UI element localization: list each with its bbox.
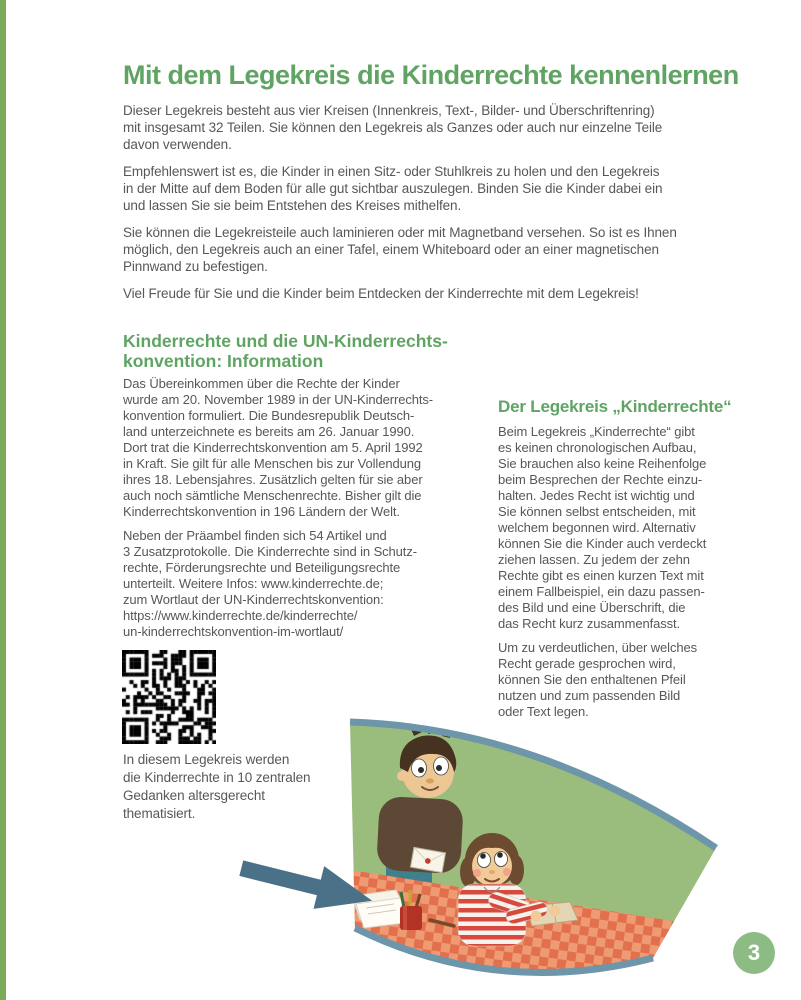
text-line: in Kraft. Sie gilt für alle Menschen bis zur Vollendung xyxy=(123,456,422,471)
text-line: davon verwenden. xyxy=(123,137,232,152)
text-line: Empfehlenswert ist es, die Kinder in einen Sitz- oder Stuhlkreis zu holen und den Legekreis xyxy=(123,164,660,179)
text-line: thematisiert. xyxy=(123,806,196,821)
wedge-illustration-svg xyxy=(338,710,730,982)
text-line: Sie können die Legekreisteile auch laminieren oder mit Magnetband versehen. So ist es Ihnen xyxy=(123,225,677,240)
text-line: und lassen Sie sie beim Entstehen des Kreises mithelfen. xyxy=(123,198,462,213)
text-line: zum Wortlaut der UN-Kinderrechtskonvention: xyxy=(123,592,384,607)
text-line: können Sie die Kinder auch verdeckt xyxy=(498,536,707,551)
section-heading-info xyxy=(123,331,448,371)
text-line: Sie brauchen also keine Reihenfolge xyxy=(498,456,707,471)
text-line: ziehen lassen. Zu jedem der zehn xyxy=(498,552,690,567)
qr-caption xyxy=(123,751,353,823)
legekreis-wedge-illustration xyxy=(338,710,730,982)
text-line: möglich, den Legekreis auch an einer Tafel, einem Whiteboard oder an einer magnetischen xyxy=(123,242,659,257)
text-line: 3 Zusatzprotokolle. Die Kinderrechte sind in Schutz- xyxy=(123,544,417,559)
text-line: Gedanken altersgerecht xyxy=(123,788,265,803)
text-line: auch noch sämtliche Menschenrechte. Bisher gilt die xyxy=(123,488,422,503)
text-line: Sie können selbst entscheiden, mit xyxy=(498,504,696,519)
text-line: in der Mitte auf dem Boden für alle gut sichtbar auszulegen. Binden Sie die Kinder dabei ein xyxy=(123,181,663,196)
text-line: Rechte gibt es einen kurzen Text mit xyxy=(498,568,704,583)
text-line: einem Fallbeispiel, ein dazu passen- xyxy=(498,584,705,599)
text-line: wurde am 20. November 1989 in der UN-Kinderrechts- xyxy=(123,392,434,407)
text-line: können Sie den enthaltenen Pfeil xyxy=(498,672,686,687)
text-line: Recht gerade gesprochen wird, xyxy=(498,656,676,671)
text-line: des Bild und eine Überschrift, die xyxy=(498,600,686,615)
intro-paragraph xyxy=(123,163,703,214)
text-line: Viel Freude für Sie und die Kinder beim Entdecken der Kinderrechte mit dem Legekreis! xyxy=(123,286,639,301)
text-line: ihres 18. Lebensjahres. Zusätzlich gelten für sie aber xyxy=(123,472,423,487)
page-number-badge xyxy=(733,932,775,974)
text-line: Beim Legekreis „Kinderrechte“ gibt xyxy=(498,424,695,439)
text-line: Dort trat die Kinderrechtskonvention am 5. April 1992 xyxy=(123,440,423,455)
text-line: Um zu verdeutlichen, über welches xyxy=(498,640,698,655)
text-line: konvention: Information xyxy=(123,351,324,371)
text-line: Dieser Legekreis besteht aus vier Kreisen (Innenkreis, Text-, Bilder- und Überschriftenring) xyxy=(123,103,655,118)
text-line: beim Besprechen der Rechte einzu- xyxy=(498,472,703,487)
text-line: konvention formuliert. Die Bundesrepublik Deutsch- xyxy=(123,408,415,423)
info-paragraph-1 xyxy=(123,376,493,520)
text-line: das Recht kurz zusammenfasst. xyxy=(498,616,681,631)
intro-paragraph xyxy=(123,285,703,302)
text-line: halten. Jedes Recht ist wichtig und xyxy=(498,488,695,503)
text-line: Kinderrechte und die UN-Kinderrechts- xyxy=(123,331,448,351)
page-title: Mit dem Legekreis die Kinderrechte kennenlernen xyxy=(123,60,739,90)
text-line: unterteilt. Weitere Infos: www.kinderrechte.de; xyxy=(123,576,384,591)
text-line: Kinderrechtskonvention in 196 Ländern der Welt. xyxy=(123,504,400,519)
text-line: Neben der Präambel finden sich 54 Artikel und xyxy=(123,528,387,543)
text-line: un-kinderrechtskonvention-im-wortlaut/ xyxy=(123,624,344,639)
text-line: land unterzeichnete es bereits am 26. Januar 1990. xyxy=(123,424,415,439)
intro-paragraph xyxy=(123,102,703,153)
qr-code xyxy=(122,650,216,744)
text-line: mit insgesamt 32 Teilen. Sie können den Legekreis als Ganzes oder auch nur einzelne Teile xyxy=(123,120,663,135)
intro-paragraph xyxy=(123,224,703,275)
text-line: es keinen chronologischen Aufbau, xyxy=(498,440,697,455)
legekreis-paragraph-1 xyxy=(498,424,743,632)
text-line: welchem begonnen wird. Alternativ xyxy=(498,520,696,535)
page-number: 3 xyxy=(747,940,761,965)
info-paragraph-2-with-urls xyxy=(123,528,493,640)
text-line: oder Text legen. xyxy=(498,704,589,719)
intro-text xyxy=(123,102,703,312)
text-line: https://www.kinderrechte.de/kinderrechte/ xyxy=(123,608,358,623)
left-edge-bar xyxy=(0,0,6,1000)
text-line: die Kinderrechte in 10 zentralen xyxy=(123,770,311,785)
text-line: nutzen und zum passenden Bild xyxy=(498,688,681,703)
legekreis-paragraph-2 xyxy=(498,640,743,720)
text-line: rechte, Förderungsrechte und Beteiligungsrechte xyxy=(123,560,401,575)
text-line: Das Übereinkommen über die Rechte der Kinder xyxy=(123,376,400,391)
section-heading-legekreis: Der Legekreis „Kinderrechte“ xyxy=(498,397,732,416)
text-line: In diesem Legekreis werden xyxy=(123,752,290,767)
text-line: Pinnwand zu befestigen. xyxy=(123,259,268,274)
